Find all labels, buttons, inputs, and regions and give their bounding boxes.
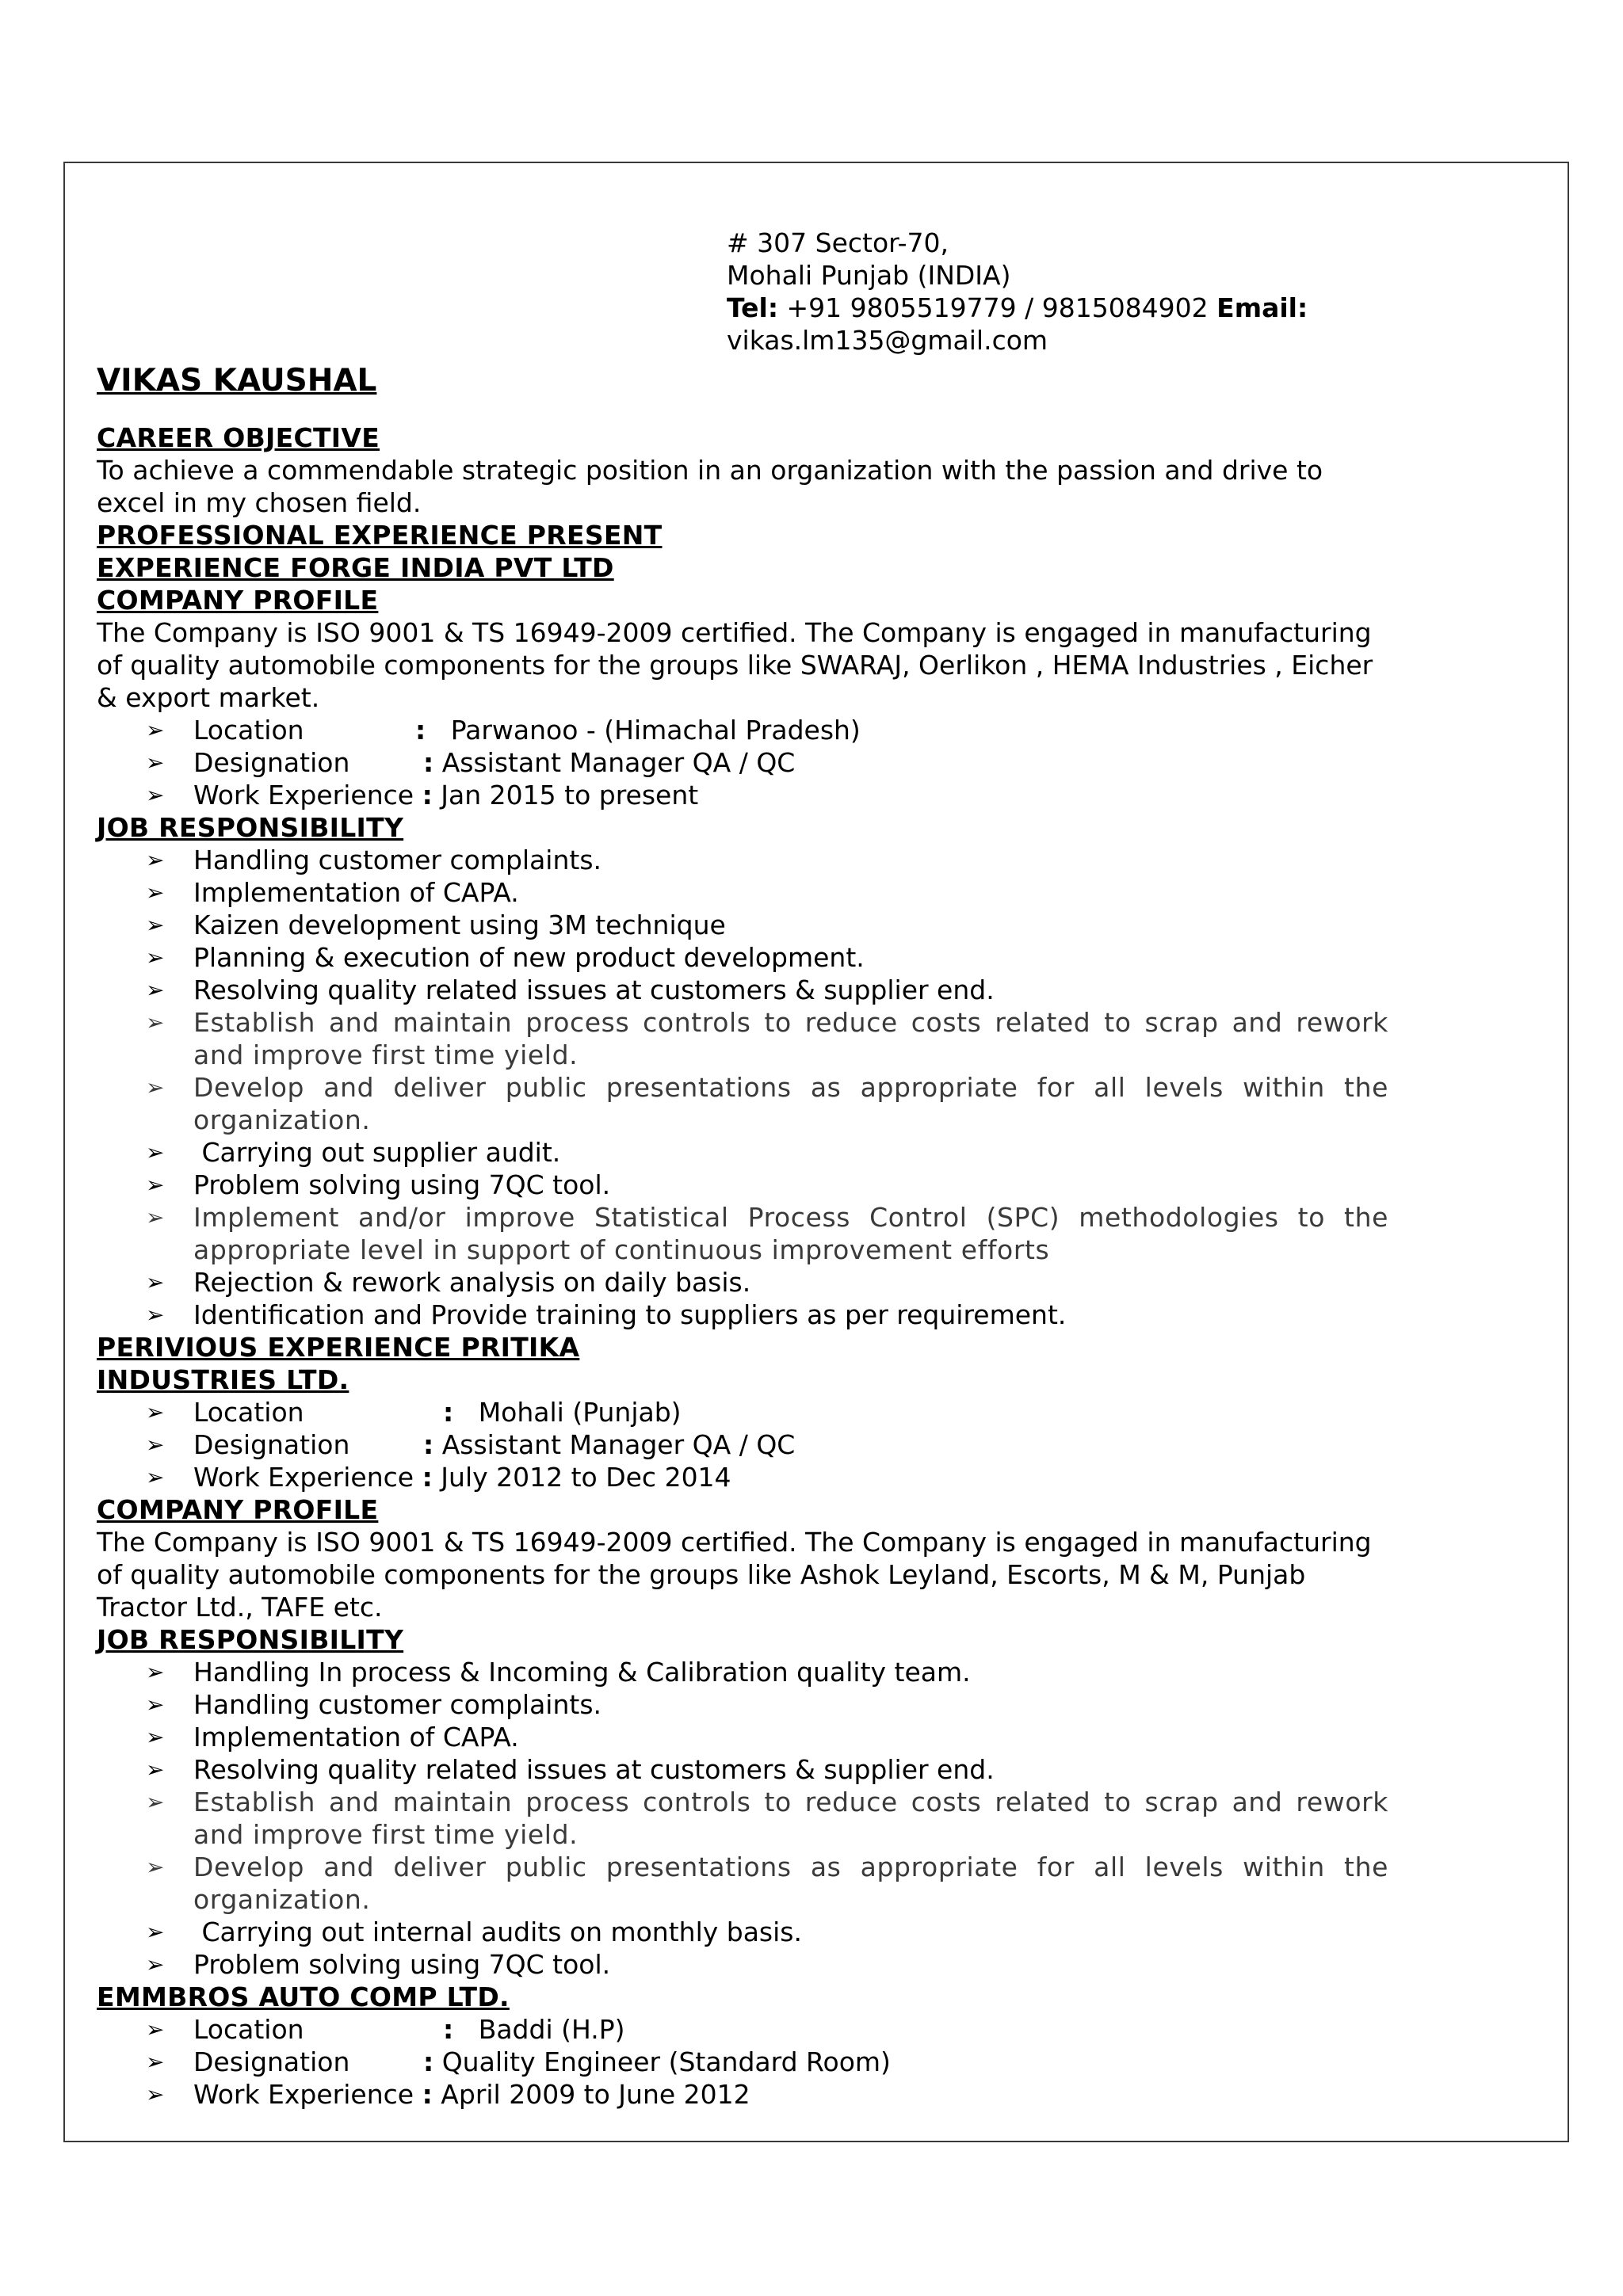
detail-separator: : bbox=[443, 2014, 454, 2045]
list-item bbox=[97, 1656, 1388, 1688]
contact-phone-email bbox=[727, 292, 1329, 324]
experience2-heading-1: PERIVIOUS EXPERIENCE PRITIKA bbox=[97, 1332, 580, 1363]
list-item bbox=[97, 1006, 1388, 1071]
list-item-text: Resolving quality related issues at customers & supplier end. bbox=[193, 1754, 995, 1785]
detail-separator: : bbox=[443, 1397, 454, 1428]
detail-item bbox=[97, 2046, 1388, 2078]
detail-item bbox=[97, 2078, 1388, 2111]
bullet-arrow-icon: ➢ bbox=[146, 944, 165, 971]
detail-label: Location bbox=[193, 1397, 304, 1428]
bullet-arrow-icon: ➢ bbox=[146, 977, 165, 1003]
bullet-arrow-icon: ➢ bbox=[146, 1432, 165, 1458]
detail-item bbox=[97, 779, 1388, 811]
detail-separator: : bbox=[423, 1429, 434, 1460]
detail-value: Mohali (Punjab) bbox=[478, 1397, 682, 1428]
resume-page-frame bbox=[63, 162, 1569, 2142]
detail-label: Work Experience bbox=[193, 2079, 414, 2110]
list-item bbox=[97, 876, 1388, 909]
list-item bbox=[97, 1851, 1388, 1916]
bullet-arrow-icon: ➢ bbox=[146, 1009, 166, 1035]
detail-value: April 2009 to June 2012 bbox=[441, 2079, 750, 2110]
address-line-2: Mohali Punjab (INDIA) bbox=[727, 260, 1011, 291]
experience1-profile-heading: COMPANY PROFILE bbox=[97, 585, 379, 616]
list-item bbox=[97, 1071, 1388, 1136]
detail-item bbox=[97, 746, 1388, 779]
list-item bbox=[97, 1299, 1388, 1331]
list-item bbox=[97, 1201, 1388, 1266]
list-item bbox=[97, 1169, 1388, 1201]
list-item-text: Establish and maintain process controls to reduce costs related to scrap and rework and improve first time yield. bbox=[193, 1787, 1388, 1850]
experience1-responsibilities bbox=[97, 844, 1536, 1331]
experience1-responsibility-heading: JOB RESPONSIBILITY bbox=[97, 812, 404, 843]
bullet-arrow-icon: ➢ bbox=[146, 1691, 165, 1718]
detail-item bbox=[97, 1461, 1388, 1493]
bullet-arrow-icon: ➢ bbox=[146, 1854, 166, 1880]
detail-separator: : bbox=[415, 715, 426, 746]
detail-label: Location bbox=[193, 2014, 304, 2045]
email-value: vikas.lm135@gmail.com bbox=[727, 325, 1048, 356]
list-item-text: Develop and deliver public presentations as appropriate for all levels within the organization. bbox=[193, 1852, 1388, 1915]
detail-value: Parwanoo - (Himachal Pradesh) bbox=[450, 715, 861, 746]
list-item-text: Carrying out supplier audit. bbox=[193, 1137, 561, 1168]
list-item bbox=[97, 1136, 1388, 1169]
bullet-arrow-icon: ➢ bbox=[146, 1269, 165, 1295]
experience3-details bbox=[97, 2013, 1536, 2111]
bullet-arrow-icon: ➢ bbox=[146, 1172, 165, 1198]
list-item bbox=[97, 1688, 1388, 1721]
experience2-heading-2: INDUSTRIES LTD. bbox=[97, 1364, 349, 1395]
detail-separator: : bbox=[422, 780, 433, 810]
tel-label: Tel: bbox=[727, 292, 779, 323]
list-item-text: Implement and/or improve Statistical Process Control (SPC) methodologies to the appropriate level in support of continuous improvement efforts bbox=[193, 1202, 1388, 1265]
list-item-text: Establish and maintain process controls to reduce costs related to scrap and rework and improve first time yield. bbox=[193, 1007, 1388, 1070]
experience1-heading-1: PROFESSIONAL EXPERIENCE PRESENT bbox=[97, 520, 663, 551]
contact-address bbox=[727, 227, 1329, 357]
detail-value: Assistant Manager QA / QC bbox=[441, 1429, 796, 1460]
career-objective-text: To achieve a commendable strategic position in an organization with the passion and drive to excel in my chosen field. bbox=[97, 455, 1323, 518]
experience2-responsibilities bbox=[97, 1656, 1536, 1981]
detail-separator: : bbox=[423, 2046, 434, 2077]
bullet-arrow-icon: ➢ bbox=[146, 1789, 166, 1815]
list-item bbox=[97, 1753, 1388, 1786]
experience1-details bbox=[97, 714, 1536, 811]
list-item-text: Develop and deliver public presentations as appropriate for all levels within the organization. bbox=[193, 1072, 1388, 1135]
list-item-text: Problem solving using 7QC tool. bbox=[193, 1949, 611, 1980]
email-label: Email: bbox=[1216, 292, 1308, 323]
tel-value: +91 9805519779 / 9815084902 bbox=[778, 292, 1217, 323]
candidate-name: VIKAS KAUSHAL bbox=[97, 363, 377, 399]
list-item bbox=[97, 909, 1388, 941]
detail-value: Jan 2015 to present bbox=[441, 780, 699, 810]
experience2-details bbox=[97, 1396, 1536, 1493]
bullet-arrow-icon: ➢ bbox=[146, 912, 165, 938]
bullet-arrow-icon: ➢ bbox=[146, 1951, 165, 1978]
bullet-arrow-icon: ➢ bbox=[146, 1204, 166, 1230]
bullet-arrow-icon: ➢ bbox=[146, 717, 165, 743]
detail-label: Work Experience bbox=[193, 780, 414, 810]
list-item bbox=[97, 1721, 1388, 1753]
bullet-arrow-icon: ➢ bbox=[146, 1919, 165, 1945]
list-item bbox=[97, 1266, 1388, 1299]
list-item-text: Planning & execution of new product development. bbox=[193, 942, 865, 973]
bullet-arrow-icon: ➢ bbox=[146, 1399, 165, 1425]
experience2-responsibility-heading: JOB RESPONSIBILITY bbox=[97, 1624, 404, 1655]
bullet-arrow-icon: ➢ bbox=[146, 1302, 165, 1328]
bullet-arrow-icon: ➢ bbox=[146, 1756, 165, 1783]
detail-label: Work Experience bbox=[193, 1462, 414, 1493]
bullet-arrow-icon: ➢ bbox=[146, 1074, 166, 1100]
list-item-text: Handling customer complaints. bbox=[193, 845, 601, 875]
bullet-arrow-icon: ➢ bbox=[146, 1659, 165, 1685]
bullet-arrow-icon: ➢ bbox=[146, 1139, 165, 1165]
list-item-text: Carrying out internal audits on monthly basis. bbox=[193, 1917, 802, 1947]
experience2-profile-heading: COMPANY PROFILE bbox=[97, 1494, 379, 1525]
experience2-profile-text: The Company is ISO 9001 & TS 16949-2009 certified. The Company is engaged in manufacturing of quality automobile components for the groups like Ashok Leyland, Escorts, M & M, Punjab Tractor Ltd., TAFE etc. bbox=[97, 1527, 1372, 1623]
list-item bbox=[97, 1916, 1388, 1948]
detail-item bbox=[97, 1396, 1388, 1428]
list-item-text: Resolving quality related issues at customers & supplier end. bbox=[193, 974, 995, 1005]
bullet-arrow-icon: ➢ bbox=[146, 879, 165, 906]
list-item bbox=[97, 844, 1388, 876]
detail-item bbox=[97, 1428, 1388, 1461]
detail-separator: : bbox=[423, 747, 434, 778]
detail-label: Designation bbox=[193, 2046, 350, 2077]
list-item bbox=[97, 974, 1388, 1006]
list-item bbox=[97, 1786, 1388, 1851]
list-item-text: Rejection & rework analysis on daily basis. bbox=[193, 1267, 751, 1298]
list-item-text: Handling customer complaints. bbox=[193, 1689, 601, 1720]
detail-item bbox=[97, 714, 1388, 746]
bullet-arrow-icon: ➢ bbox=[146, 2081, 165, 2107]
list-item-text: Kaizen development using 3M technique bbox=[193, 910, 726, 940]
bullet-arrow-icon: ➢ bbox=[146, 1724, 165, 1750]
bullet-arrow-icon: ➢ bbox=[146, 2049, 165, 2075]
detail-item bbox=[97, 2013, 1388, 2046]
list-item-text: Identification and Provide training to suppliers as per requirement. bbox=[193, 1299, 1067, 1330]
detail-separator: : bbox=[422, 2079, 433, 2110]
resume-content bbox=[97, 227, 1536, 2111]
bullet-arrow-icon: ➢ bbox=[146, 782, 165, 808]
career-objective-heading: CAREER OBJECTIVE bbox=[97, 422, 380, 453]
bullet-arrow-icon: ➢ bbox=[146, 847, 165, 873]
list-item bbox=[97, 941, 1388, 974]
experience1-profile-text: The Company is ISO 9001 & TS 16949-2009 certified. The Company is engaged in manufacturing of quality automobile components for the groups like SWARAJ, Oerlikon , HEMA Industries , Eicher & export market. bbox=[97, 617, 1373, 713]
address-line-1: # 307 Sector-70, bbox=[727, 227, 949, 258]
experience3-heading: EMMBROS AUTO COMP LTD. bbox=[97, 1981, 510, 2012]
bullet-arrow-icon: ➢ bbox=[146, 749, 165, 776]
bullet-arrow-icon: ➢ bbox=[146, 1464, 165, 1490]
list-item-text: Problem solving using 7QC tool. bbox=[193, 1169, 611, 1200]
detail-label: Designation bbox=[193, 747, 350, 778]
bullet-arrow-icon: ➢ bbox=[146, 2016, 165, 2042]
detail-label: Location bbox=[193, 715, 304, 746]
detail-value: Quality Engineer (Standard Room) bbox=[441, 2046, 891, 2077]
detail-value: Baddi (H.P) bbox=[478, 2014, 625, 2045]
detail-separator: : bbox=[422, 1462, 433, 1493]
detail-value: Assistant Manager QA / QC bbox=[441, 747, 796, 778]
list-item bbox=[97, 1948, 1388, 1981]
list-item-text: Implementation of CAPA. bbox=[193, 1722, 519, 1753]
list-item-text: Handling In process & Incoming & Calibration quality team. bbox=[193, 1657, 971, 1688]
detail-label: Designation bbox=[193, 1429, 350, 1460]
detail-value: July 2012 to Dec 2014 bbox=[441, 1462, 731, 1493]
list-item-text: Implementation of CAPA. bbox=[193, 877, 519, 908]
experience1-heading-2: EXPERIENCE FORGE INDIA PVT LTD bbox=[97, 552, 614, 583]
